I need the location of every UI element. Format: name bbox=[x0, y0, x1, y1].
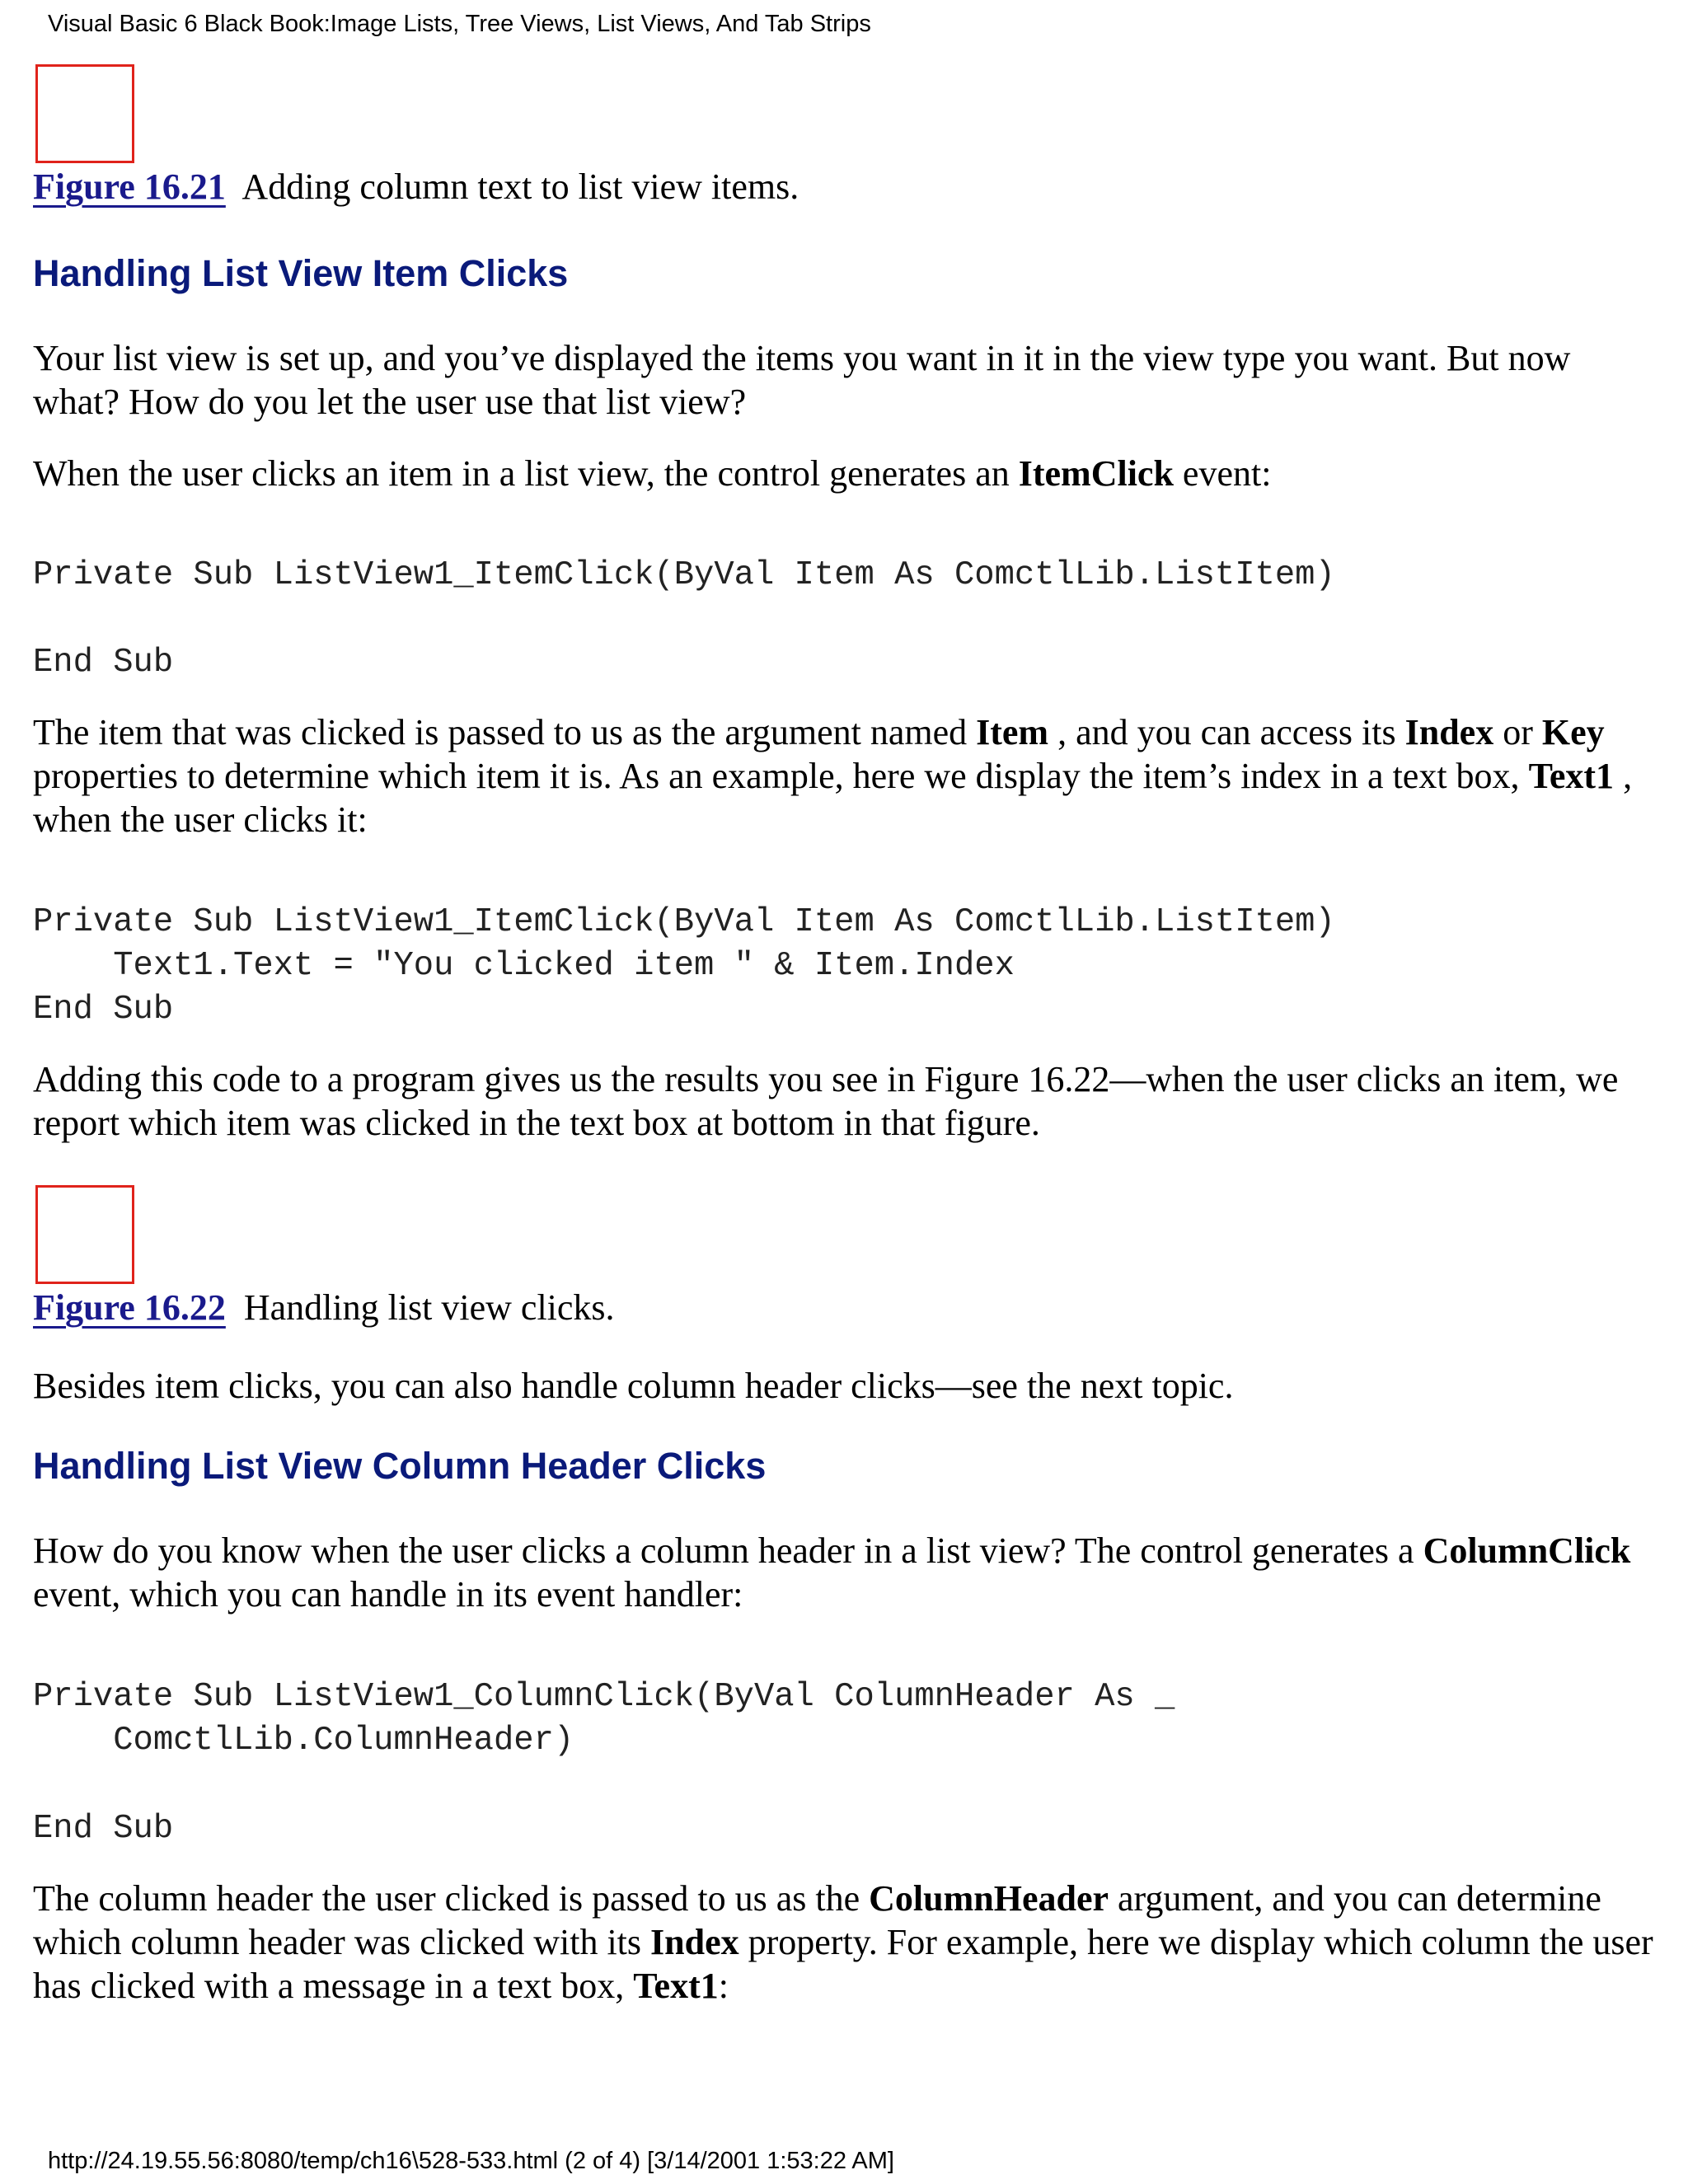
paragraph-columnclick-event: How do you know when the user clicks a column header in a list view? The control generates a ColumnClick event, which you can handle in its event handler: bbox=[33, 1530, 1631, 1615]
figure-16-21-image-placeholder bbox=[35, 64, 134, 163]
figure-16-22-image-placeholder bbox=[35, 1185, 134, 1284]
paragraph-item-clicks-intro: Your list view is set up, and you’ve displayed the items you want in it in the view type you want. But now what? How do you let the user use that list view? bbox=[33, 338, 1571, 422]
keyword-itemclick: ItemClick bbox=[1018, 453, 1174, 494]
page-footer-url: http://24.19.55.56:8080/temp/ch16\528-533.html (2 of 4) [3/14/2001 1:53:22 AM] bbox=[48, 2148, 894, 2174]
code-block-columnclick-end: End Sub bbox=[33, 1810, 174, 1848]
figure-16-22-link[interactable]: Figure 16.22 bbox=[33, 1287, 226, 1328]
page-header: Visual Basic 6 Black Book:Image Lists, Tree Views, List Views, And Tab Strips bbox=[48, 11, 871, 37]
code-block-itemclick-stub-line1: Private Sub ListView1_ItemClick(ByVal Item As ComctlLib.ListItem) bbox=[33, 556, 1335, 594]
code-line: End Sub bbox=[33, 991, 174, 1029]
paragraph-figure-16-22-reference: Adding this code to a program gives us the results you see in Figure 16.22—when the user clicks an item, we report which item was clicked in the text box at bottom in that figure. bbox=[33, 1059, 1619, 1143]
paragraph-item-argument: The item that was clicked is passed to us as the argument named Item , and you can access its Index or Key properties to determine which item it is. As an example, here we display the item’s index in a text box, Text1 , when the user clicks it: bbox=[33, 712, 1633, 840]
paragraph-column-header-intro: Besides item clicks, you can also handle column header clicks—see the next topic. bbox=[33, 1366, 1234, 1406]
paragraph-itemclick-event: When the user clicks an item in a list view, the control generates an ItemClick event: bbox=[33, 453, 1272, 494]
figure-16-22-caption bbox=[33, 1286, 615, 1330]
figure-16-21-link[interactable]: Figure 16.21 bbox=[33, 166, 226, 207]
heading-column-header-clicks: Handling List View Column Header Clicks bbox=[33, 1445, 767, 1487]
code-line: ComctlLib.ColumnHeader) bbox=[33, 1722, 574, 1760]
figure-16-21-caption-text: Adding column text to list view items. bbox=[241, 166, 799, 207]
code-line: Text1.Text = "You clicked item " & Item.Index bbox=[33, 947, 1015, 985]
figure-16-21-caption bbox=[33, 165, 799, 209]
heading-item-clicks: Handling List View Item Clicks bbox=[33, 252, 569, 294]
code-block-itemclick-handler bbox=[33, 901, 1335, 1032]
code-block-itemclick-stub-line2: End Sub bbox=[33, 644, 174, 682]
code-line: Private Sub ListView1_ColumnClick(ByVal ColumnHeader As _ bbox=[33, 1678, 1175, 1716]
figure-16-22-caption-text: Handling list view clicks. bbox=[243, 1287, 615, 1328]
paragraph-columnheader-argument: The column header the user clicked is passed to us as the ColumnHeader argument, and you can determine which column header was clicked with its Index property. For example, here we display which column the user has clicked with a message in a text box, Text1: bbox=[33, 1878, 1653, 2006]
code-block-columnclick-stub bbox=[33, 1675, 1175, 1763]
code-line: Private Sub ListView1_ItemClick(ByVal Item As ComctlLib.ListItem) bbox=[33, 903, 1335, 941]
keyword-columnclick: ColumnClick bbox=[1423, 1530, 1631, 1571]
